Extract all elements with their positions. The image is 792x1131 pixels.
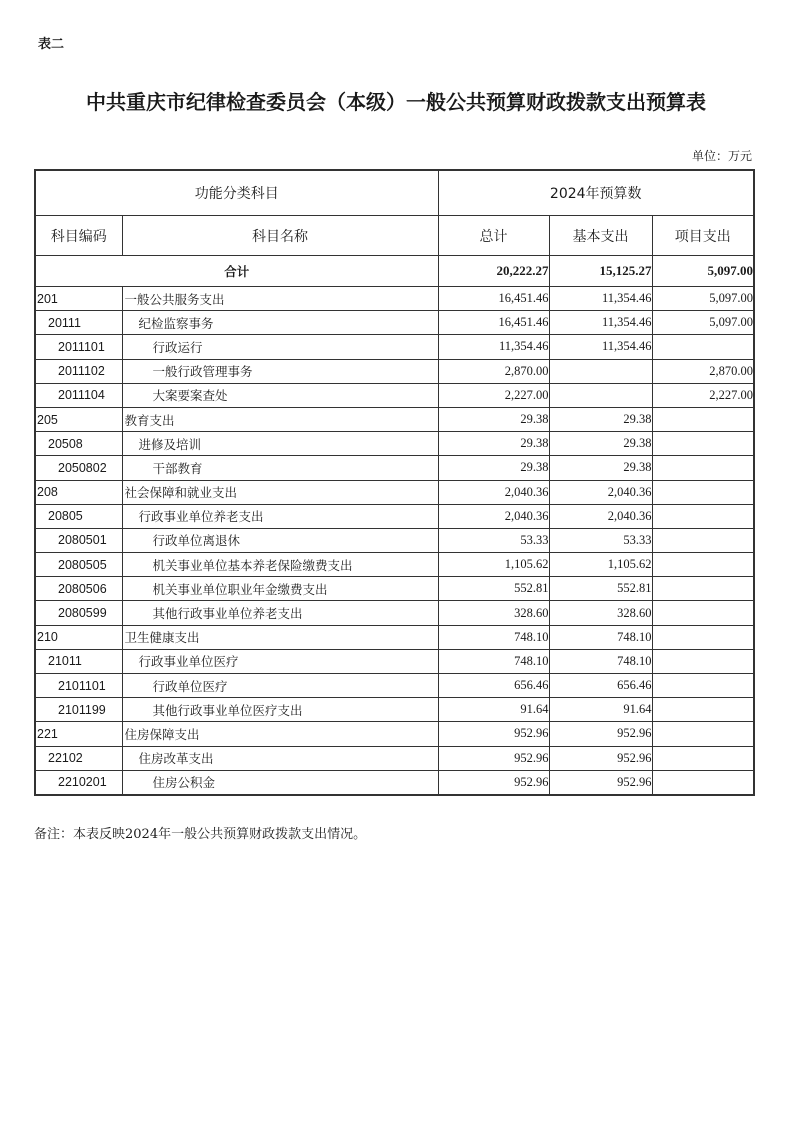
- basic-expenditure-cell: 2,040.36: [549, 504, 652, 528]
- table-row: [35, 504, 754, 528]
- project-expenditure-cell: [652, 528, 754, 552]
- table-row: [35, 625, 754, 649]
- project-expenditure-cell: 2,227.00: [652, 383, 754, 407]
- header-project-expenditure: 项目支出: [652, 216, 754, 256]
- basic-expenditure-cell: [549, 359, 652, 383]
- budget-table: [34, 169, 755, 796]
- project-expenditure-cell: [652, 504, 754, 528]
- total-cell: 656.46: [438, 674, 549, 698]
- table-row: [35, 480, 754, 504]
- table-row: [35, 456, 754, 480]
- basic-expenditure-cell: 29.38: [549, 407, 652, 431]
- basic-expenditure-cell: 1,105.62: [549, 553, 652, 577]
- basic-expenditure-cell: 11,354.46: [549, 335, 652, 359]
- project-expenditure-cell: 2,870.00: [652, 359, 754, 383]
- subject-name-cell: 机关事业单位基本养老保险缴费支出: [122, 553, 438, 577]
- subject-name-cell: 进修及培训: [122, 432, 438, 456]
- basic-expenditure-cell: 53.33: [549, 528, 652, 552]
- total-cell: 2,870.00: [438, 359, 549, 383]
- subject-code-cell: 221: [35, 722, 122, 746]
- project-expenditure-cell: [652, 407, 754, 431]
- subject-code-cell: 208: [35, 480, 122, 504]
- subject-name-cell: 干部教育: [122, 456, 438, 480]
- subject-code-cell: 2011104: [35, 383, 122, 407]
- total-cell: 952.96: [438, 722, 549, 746]
- subject-code-cell: 20111: [35, 311, 122, 335]
- project-expenditure-cell: [652, 698, 754, 722]
- project-expenditure-cell: [652, 480, 754, 504]
- subject-code-cell: 2210201: [35, 770, 122, 795]
- project-expenditure-cell: [652, 432, 754, 456]
- total-cell: 952.96: [438, 770, 549, 795]
- subject-code-cell: 20508: [35, 432, 122, 456]
- basic-expenditure-cell: 29.38: [549, 432, 652, 456]
- subject-name-cell: 住房公积金: [122, 770, 438, 795]
- basic-expenditure-cell: 952.96: [549, 746, 652, 770]
- total-cell: 53.33: [438, 528, 549, 552]
- subject-name-cell: 行政事业单位养老支出: [122, 504, 438, 528]
- subject-code-cell: 20805: [35, 504, 122, 528]
- total-cell: 29.38: [438, 407, 549, 431]
- subject-name-cell: 教育支出: [122, 407, 438, 431]
- total-cell: 16,451.46: [438, 287, 549, 311]
- total-label: 合计: [35, 256, 438, 287]
- table-row: [35, 335, 754, 359]
- subject-code-cell: 2080506: [35, 577, 122, 601]
- header-row-group: [35, 170, 754, 216]
- basic-expenditure-cell: 11,354.46: [549, 287, 652, 311]
- total-cell: 2,040.36: [438, 504, 549, 528]
- total-cell: 748.10: [438, 649, 549, 673]
- project-expenditure-cell: [652, 335, 754, 359]
- total-cell: 552.81: [438, 577, 549, 601]
- subject-code-cell: 2050802: [35, 456, 122, 480]
- subject-code-cell: 2011102: [35, 359, 122, 383]
- subject-code-cell: 2080501: [35, 528, 122, 552]
- header-subject-name: 科目名称: [122, 216, 438, 256]
- table-row: [35, 601, 754, 625]
- table-row: [35, 553, 754, 577]
- header-basic-expenditure: 基本支出: [549, 216, 652, 256]
- basic-expenditure-cell: 328.60: [549, 601, 652, 625]
- project-expenditure-cell: 5,097.00: [652, 311, 754, 335]
- project-expenditure-cell: [652, 553, 754, 577]
- table-row: [35, 407, 754, 431]
- table-row: [35, 649, 754, 673]
- total-cell: 16,451.46: [438, 311, 549, 335]
- subject-code-cell: 201: [35, 287, 122, 311]
- subject-name-cell: 行政单位离退休: [122, 528, 438, 552]
- total-cell: 11,354.46: [438, 335, 549, 359]
- project-expenditure-cell: [652, 770, 754, 795]
- subject-code-cell: 205: [35, 407, 122, 431]
- table-row: [35, 311, 754, 335]
- basic-expenditure-cell: 656.46: [549, 674, 652, 698]
- unit-label: 单位：万元: [691, 149, 752, 163]
- basic-expenditure-cell: 2,040.36: [549, 480, 652, 504]
- project-expenditure-cell: [652, 625, 754, 649]
- header-functional-classification: 功能分类科目: [35, 170, 438, 216]
- project-expenditure-cell: [652, 601, 754, 625]
- basic-expenditure-cell: 552.81: [549, 577, 652, 601]
- subject-name-cell: 一般行政管理事务: [122, 359, 438, 383]
- table-row: [35, 577, 754, 601]
- project-expenditure-cell: [652, 577, 754, 601]
- total-cell: 29.38: [438, 432, 549, 456]
- subject-code-cell: 21011: [35, 649, 122, 673]
- basic-expenditure-cell: 91.64: [549, 698, 652, 722]
- page-title: 中共重庆市纪律检查委员会（本级）一般公共预算财政拨款支出预算表: [86, 90, 706, 114]
- table-number-label: 表二: [38, 37, 65, 52]
- table-row: [35, 528, 754, 552]
- total-cell: 91.64: [438, 698, 549, 722]
- total-cell: 748.10: [438, 625, 549, 649]
- subject-code-cell: 22102: [35, 746, 122, 770]
- table-row: [35, 674, 754, 698]
- subject-name-cell: 住房改革支出: [122, 746, 438, 770]
- total-cell: 2,040.36: [438, 480, 549, 504]
- basic-expenditure-cell: [549, 383, 652, 407]
- project-expenditure-cell: [652, 456, 754, 480]
- project-expenditure-cell: [652, 722, 754, 746]
- table-row: [35, 432, 754, 456]
- subject-code-cell: 2011101: [35, 335, 122, 359]
- subject-name-cell: 卫生健康支出: [122, 625, 438, 649]
- table-row: [35, 383, 754, 407]
- subject-code-cell: 2080599: [35, 601, 122, 625]
- total-cell: 952.96: [438, 746, 549, 770]
- table-row: [35, 359, 754, 383]
- subject-name-cell: 机关事业单位职业年金缴费支出: [122, 577, 438, 601]
- basic-expenditure-cell: 952.96: [549, 722, 652, 746]
- subject-name-cell: 社会保障和就业支出: [122, 480, 438, 504]
- header-total: 总计: [438, 216, 549, 256]
- subject-code-cell: 2080505: [35, 553, 122, 577]
- total-cell: 2,227.00: [438, 383, 549, 407]
- total-cell: 29.38: [438, 456, 549, 480]
- subject-name-cell: 住房保障支出: [122, 722, 438, 746]
- header-row-columns: [35, 216, 754, 256]
- header-subject-code: 科目编码: [35, 216, 122, 256]
- project-expenditure-cell: [652, 746, 754, 770]
- basic-expenditure-cell: 952.96: [549, 770, 652, 795]
- table-row: [35, 746, 754, 770]
- table-row: [35, 698, 754, 722]
- total-row: [35, 256, 754, 287]
- subject-name-cell: 大案要案查处: [122, 383, 438, 407]
- subject-code-cell: 2101101: [35, 674, 122, 698]
- subject-name-cell: 行政运行: [122, 335, 438, 359]
- footnote: 备注：本表反映2024年一般公共预算财政拨款支出情况。: [34, 827, 367, 842]
- subject-code-cell: 210: [35, 625, 122, 649]
- basic-expenditure-cell: 748.10: [549, 625, 652, 649]
- project-expenditure-cell: [652, 649, 754, 673]
- project-expenditure-cell: [652, 674, 754, 698]
- basic-expenditure-cell: 11,354.46: [549, 311, 652, 335]
- basic-expenditure-cell: 748.10: [549, 649, 652, 673]
- table-row: [35, 722, 754, 746]
- total-cell: 328.60: [438, 601, 549, 625]
- total-total: 20,222.27: [438, 256, 549, 287]
- subject-name-cell: 其他行政事业单位养老支出: [122, 601, 438, 625]
- subject-name-cell: 纪检监察事务: [122, 311, 438, 335]
- subject-name-cell: 行政单位医疗: [122, 674, 438, 698]
- total-basic: 15,125.27: [549, 256, 652, 287]
- subject-name-cell: 一般公共服务支出: [122, 287, 438, 311]
- basic-expenditure-cell: 29.38: [549, 456, 652, 480]
- project-expenditure-cell: 5,097.00: [652, 287, 754, 311]
- subject-code-cell: 2101199: [35, 698, 122, 722]
- subject-name-cell: 行政事业单位医疗: [122, 649, 438, 673]
- total-project: 5,097.00: [652, 256, 754, 287]
- subject-name-cell: 其他行政事业单位医疗支出: [122, 698, 438, 722]
- table-row: [35, 770, 754, 795]
- header-budget-year: 2024年预算数: [438, 170, 754, 216]
- total-cell: 1,105.62: [438, 553, 549, 577]
- table-row: [35, 287, 754, 311]
